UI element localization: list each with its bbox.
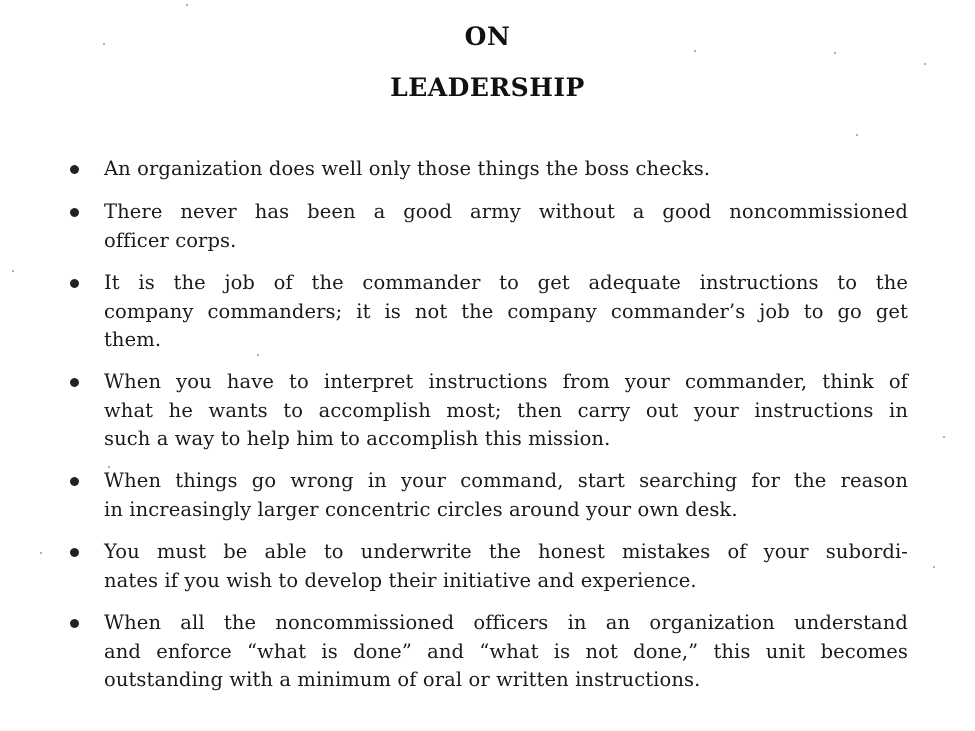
item-line: You must be able to underwrite the honest mistakes of your subordi- [104,540,908,563]
scan-speck [12,270,14,272]
item-line: When you have to interpret instructions from your commander, think of [104,370,908,393]
item-line: When all the noncommissioned officers in an organization understand [104,611,908,634]
item-line: outstanding with a minimum of oral or written instructions. [104,668,701,691]
scan-speck [924,63,926,65]
bullet-icon [70,619,79,628]
item-line: officer corps. [104,228,237,252]
scan-speck [40,552,42,554]
scan-speck [186,4,188,6]
scan-speck [856,134,858,136]
list-item [104,609,908,695]
scan-speck [694,50,696,52]
scan-speck [834,52,836,54]
bullet-icon [70,548,79,557]
bullet-icon [70,279,79,288]
item-line: When things go wrong in your command, start searching for the reason [104,469,908,492]
scan-speck [108,466,110,468]
title-on: ON [464,22,511,51]
scan-speck [257,354,259,356]
item-line: There never has been a good army without a good noncommissioned [104,200,908,223]
list-item [104,198,908,255]
bullet-icon [70,208,79,217]
item-line: such a way to help him to accomplish this mission. [104,427,611,450]
item-line: what he wants to accomplish most; then carry out your instructions in [104,398,908,422]
item-line: An organization does well only those things the boss checks. [104,157,711,180]
list-item [104,467,908,524]
scan-speck [933,566,935,568]
item-line: company commanders; it is not the company commander’s job to go get [104,299,908,323]
item-line: It is the job of the commander to get adequate instructions to the [104,271,908,294]
list-item [104,155,908,184]
list-item [104,368,908,454]
scan-speck [943,436,945,438]
bullet-icon [70,477,79,486]
bullet-icon [70,165,79,174]
list-item [104,269,908,355]
item-line: them. [104,328,162,351]
item-line: in increasingly larger concentric circles around your own desk. [104,497,738,521]
title-leadership: LEADERSHIP [390,73,585,102]
list-item [104,538,908,595]
item-line: and enforce “what is done” and “what is not done,” this unit becomes [104,639,908,663]
scan-speck [103,43,105,45]
bullet-icon [70,378,79,387]
item-line: nates if you wish to develop their initiative and experience. [104,568,697,592]
